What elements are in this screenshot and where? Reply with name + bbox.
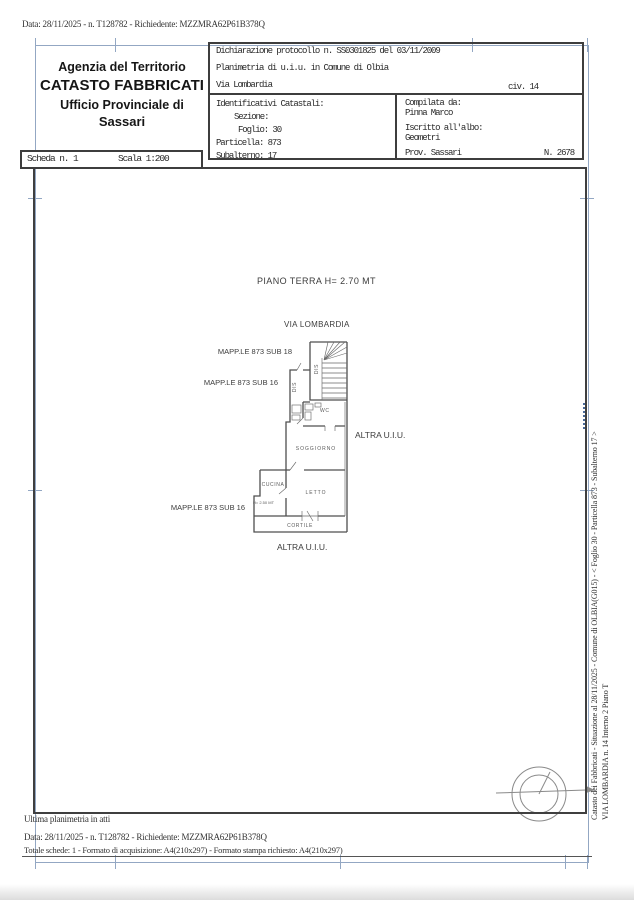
declaration-civ: civ. 14 (508, 82, 539, 92)
top-meta-line: Data: 28/11/2025 - n. T128782 - Richiedente: MZZMRA62P61B378Q (22, 19, 265, 29)
crop-tick (587, 855, 588, 869)
crop-tick (115, 855, 116, 869)
mapp-sub16-label-upper: MAPP.LE 873 SUB 16 (203, 378, 278, 387)
identifiers-title: Identificativi Catastali: (216, 99, 324, 109)
room-letto: LETTO (305, 490, 327, 496)
altra-uiu-right: ALTRA U.I.U. (355, 430, 406, 440)
declaration-subject: Planimetria di u.i.u. in Comune di Olbia (216, 63, 389, 73)
identifiers-subalterno: Subalterno: 17 (216, 151, 277, 161)
footer-line-1: Ultima planimetria in atti (24, 814, 111, 824)
crop-tick (587, 38, 588, 52)
crop-tick (340, 855, 341, 869)
agency-block (38, 60, 206, 129)
room-soggiorno: SOGGIORNO (295, 446, 337, 452)
declaration-protocol: Dichiarazione protocollo n. SS0301825 del 03/11/2009 (216, 46, 440, 56)
identifiers-sezione: Sezione: (234, 112, 269, 122)
footer-line-3: Totale schede: 1 - Formato di acquisizione: A4(210x297) - Formato stampa richiesto: A4(210x297) (24, 845, 343, 855)
sidebar-address-line: VIA LOMBARDIA n. 14 Interno 2 Piano T (601, 683, 610, 820)
agency-line-1: Agenzia del Territorio (58, 60, 186, 74)
compiler-label: Compilata da: (405, 98, 461, 108)
ceiling-height-note: H= 2.50 MT (253, 500, 275, 505)
crop-tick (35, 855, 36, 869)
compiler-number: N. 2678 (543, 148, 574, 158)
compiler-register: Geometri (405, 133, 440, 143)
identifiers-foglio: Foglio: 30 (238, 125, 282, 135)
sheet-scale-bar (20, 150, 203, 169)
room-cortile: CORTILE (287, 523, 313, 529)
agency-line-2: CATASTO FABBRICATI (40, 77, 204, 94)
compiler-box (397, 95, 582, 158)
mapp-sub16-label-lower: MAPP.LE 873 SUB 16 (170, 503, 245, 512)
scala-label: Scala 1:200 (118, 153, 169, 164)
agency-line-4: Sassari (98, 114, 146, 129)
room-cucina: CUCINA (261, 482, 285, 488)
sidebar-situation-line: Catasto dei Fabbricati - Situazione al 28/11/2025 - Comune di OLBIA(G015) - < Foglio 30 - Particella 873 - Subalterno 17 > (590, 431, 599, 820)
room-dis-stair: DIS (314, 363, 321, 375)
mapp-sub18-label: MAPP.LE 873 SUB 18 (217, 347, 292, 356)
drawing-frame (33, 167, 587, 814)
identifiers-box (210, 95, 397, 161)
room-dis-corridor: DIS (292, 381, 299, 393)
floor-title: PIANO TERRA H= 2.70 MT (257, 276, 376, 286)
agency-line-3: Ufficio Provinciale di (60, 98, 184, 112)
room-wc: WC (320, 408, 330, 414)
crop-tick (565, 855, 566, 869)
crop-tick (35, 38, 36, 52)
declaration-box (210, 44, 582, 95)
crop-tick (115, 38, 116, 52)
scan-edge (0, 884, 634, 900)
footer-line-2: Data: 28/11/2025 - n. T128782 - Richiedente: MZZMRA62P61B378Q (24, 832, 267, 842)
header-boxes (208, 42, 584, 160)
compiler-prov: Prov. Sassari (405, 148, 461, 158)
altra-uiu-bottom: ALTRA U.I.U. (277, 542, 328, 552)
street-label: VIA LOMBARDIA (284, 320, 350, 329)
footer-rule (22, 856, 592, 857)
declaration-street: Via Lombardia (216, 80, 272, 90)
compiler-register-label: Iscritto all'albo: (405, 123, 483, 133)
scheda-label: Scheda n. 1 (27, 153, 78, 164)
compiler-name: Pinna Marco (405, 108, 453, 118)
identifiers-particella: Particella: 873 (216, 138, 281, 148)
